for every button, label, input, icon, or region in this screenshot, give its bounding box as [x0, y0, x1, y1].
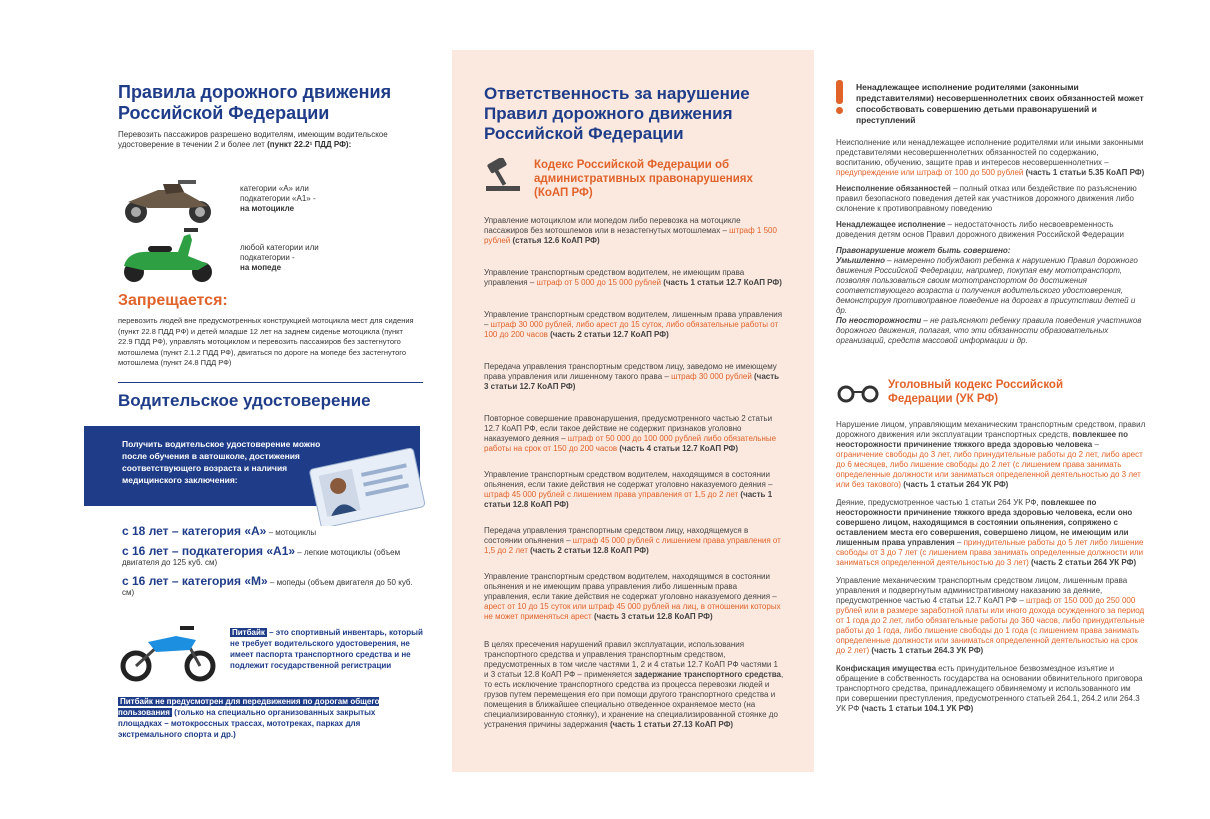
responsibility-title: Ответственность за нарушение Правил дорожного движения Российской Федерации — [484, 84, 750, 143]
detention-text: В целях пресечения нарушений правил эксплуатации, использования транспортного средства и управления транспортным средством, предусмотренных в том числе частями 1, 2 и 4 статьи 12.7 КоАП РФ частями 1 и 3 статьи 12.8 КоАП РФ – применяется задержание транспортного средства, то есть исключение транспортного средства из процесса перевозки людей и грузов путем перемещения его при помощи другого транспортного средства и помещения в ближайшее специально отведенное охраняемое место (на специализированную стоянку), и хранение на специализированной стоянке до устранения причины задержания (часть 1 статьи 27.13 КоАП РФ) — [484, 640, 784, 729]
age-item: с 18 лет – категория «А» – мотоциклы — [122, 524, 317, 538]
rules-title: Правила дорожного движения Российской Федерации — [118, 82, 392, 123]
intro-text: Перевозить пассажиров разрешено водителям, имеющим водительское удостоверение в течении 2 и более лет (пункт 22.2¹ ПДД РФ): — [118, 130, 388, 149]
pitbike-note: Питбайк не предусмотрен для передвижения по дорогам общего пользования (только на специально организованных закрытых площадках – мотокроссных трассах, мототреках, парках для экстремального спорта и др.) — [118, 697, 380, 739]
offense-intent: Умышленно – намеренно побуждают ребенка к нарушению Правил дорожного движения Российской Федерации, например, покупая ему мототранспорт, позволяя пользоваться своим мототранспортом до достижения соответствующего возраста и получения водительского удостоверения, демонстрируя противоправное поведение на дорогах в присутствии детей и др. — [836, 256, 1138, 315]
uk-items — [836, 420, 1146, 714]
koap-items — [484, 216, 784, 730]
age-item: с 16 лет – подкатегория «А1» – легкие мотоциклы (объем двигателя до 125 куб. см) — [122, 544, 401, 567]
uk-item: Управление механическим транспортным средством лицом, лишенным права управления и подвергнутым административному наказанию за деяние, предусмотренное частью 4 статьи 12.7 КоАП РФ – штраф от 150 000 до 250 000 рублей или в размере заработной платы или иного дохода осужденного за период от 1 года до 2 лет, либо обязательные работы до 360 часов, либо принудительные работы до 1 года, либо лишение свободы до 1 года (с лишением права занимать определенные должности или заниматься определенной деятельностью на срок до 2 лет) (часть 1 статьи 264.3 УК РФ) — [836, 576, 1145, 655]
koap-item: Управление транспортным средством водителем, находящимся в состоянии опьянения и не имеющим права управления либо лишенным права управления, если такие действия не содержат уголовно наказуемого деяния – арест от 10 до 15 суток или штраф 45 000 рублей на лиц, в отношении которых не может применяться арест (часть 3 статьи 12.8 КоАП РФ) — [484, 572, 781, 621]
koap-item: Управление транспортным средством водителем, находящимся в состоянии опьянения, если такие действия не содержат уголовно наказуемого деяния – штраф 45 000 рублей с лишением права управления от 1,5 до 2 лет (часть 1 статьи 12.8 КоАП РФ) — [484, 470, 773, 509]
handcuffs-icon — [836, 382, 880, 404]
moto-text: категории «А» или подкатегории «А1» - на мотоцикле — [240, 184, 316, 213]
pitbike-image — [118, 620, 218, 682]
koap-title: Кодекс Российской Федерации об административных правонарушениях (КоАП РФ) — [534, 159, 753, 199]
uk-item: Нарушение лицом, управляющим механическим транспортным средством, правил дорожного движения или эксплуатации транспортных средств, повлекшее по неосторожности причинение тяжкого вреда здоровью человека – ограничение свободы до 3 лет, либо принудительные работы до 2 лет, либо арест до 6 месяцев, либо лишение свободы до 2 лет (с лишением права занимать определенные должности или заниматься определенной деятельностью до 3 лет или без такового) (часть 1 статьи 264 УК РФ) — [836, 420, 1146, 489]
uk-item: Конфискация имущества есть принудительное безвозмездное изъятие и обращение в собственность государства на основании обвинительного приговора транспортного средства, принадлежащего обвиняемому и использованного им при совершении преступления, предусмотренного статьей 264.1, 264.2 или 264.3 УК РФ (часть 1 статьи 104.1 УК РФ) — [836, 664, 1143, 713]
pitbike-text: Питбайк – это спортивный инвентарь, который не требует водительского удостоверения, не имеет паспорта транспортного средства и не подлежит государственной регистрации — [230, 628, 423, 670]
koap-item: Управление транспортным средством водителем, не имеющим права управления – штраф от 5 000 до 15 000 рублей (часть 1 статьи 12.7 КоАП РФ) — [484, 268, 782, 287]
divider — [118, 382, 423, 383]
koap-item: Передача управления транспортным средством лицу, заведомо не имеющему права управления или лишенному такого права – штраф 30 000 рублей (часть 3 статьи 12.7 КоАП РФ) — [484, 362, 780, 391]
parents-p1: Неисполнение или ненадлежащее исполнение родителями или иными законными представителями несовершеннолетних обязанностей по содержанию, воспитанию, обучению, защите прав и интересов несовершеннолетних – предупреждение или штраф от 100 до 500 рублей (часть 1 статьи 5.35 КоАП РФ) — [836, 138, 1145, 177]
warning-title: Ненадлежащее исполнение родителями (законными представителями) несовершеннолетних своих обязанностей может способствовать совершению детьми правонарушений и преступлений — [856, 82, 1144, 125]
parents-block — [836, 138, 1146, 346]
uk-item: Деяние, предусмотренное частью 1 статьи 264 УК РФ, повлекшее по неосторожности причинение тяжкого вреда здоровью человека, если оно совершено лицом, находящимся в состоянии опьянения, сопряжено с оставлением места его совершения, совершено лицом, не имеющим или лишенным права управления – принудительные работы до 5 лет либо лишение свободы от 3 до 7 лет (с лишением права занимать определенные должности или заниматься определенной деятельностью до 3 лет) (часть 2 статьи 264 УК РФ) — [836, 498, 1144, 567]
license-card-icon — [308, 448, 426, 526]
forbidden-text: перевозить людей вне предусмотренных конструкцией мотоцикла мест для сидения (пункт 22.8 ПДД РФ) и детей младше 12 лет на заднем сиденье мотоцикла (пункт 22.9 ПДД РФ), управлять мотоциклом и перевозить пассажиров без застегнутого мотошлема (пункт 2.1.2 ПДД РФ), двигаться по дороге на мопеде без застегнутого мотошлема (пункт 24.8 ПДД РФ) — [118, 316, 414, 367]
motorcycle-image — [118, 172, 218, 224]
koap-item: Повторное совершение правонарушения, предусмотренного частью 2 статьи 12.7 КоАП РФ, если такое действие не содержит признаков уголовно наказуемого деяния – штраф от 50 000 до 100 000 рублей либо обязательные работы на срок от 150 до 200 часов (часть 4 статьи 12.7 КоАП РФ) — [484, 414, 777, 453]
offense-negligence: По неосторожности – не разъясняют ребенку правила поведения участников дорожного движения, полагая, что эти обязанности образовательных организаций, средств массовой информации и др. — [836, 316, 1142, 345]
forbidden-title: Запрещается: — [118, 292, 228, 309]
parents-p2: Неисполнение обязанностей – полный отказ или бездействие по разъяснению правил безопасного поведения детей как участников дорожного движения либо склонение к противоправному поведению — [836, 184, 1137, 213]
moped-text: любой категории или подкатегории - на мопеде — [240, 243, 319, 272]
offense-title: Правонарушение может быть совершено: — [836, 246, 1011, 255]
moped-image — [118, 222, 218, 284]
uk-title: Уголовный кодекс Российской Федерации (УК РФ) — [888, 379, 1064, 405]
license-box-text: Получить водительское удостоверение можно после обучения в автошколе, достижения соответствующего возраста и наличия медицинского заключения: — [122, 439, 321, 485]
gavel-icon — [484, 158, 524, 192]
license-title: Водительское удостоверение — [118, 391, 371, 410]
middle-column — [452, 50, 814, 772]
parents-p3: Ненадлежащее исполнение – недостаточность либо несвоевременность доведения детям основ Правил дорожного движения Российской Федерации — [836, 220, 1124, 239]
koap-item: Передача управления транспортным средством лицу, находящемуся в состоянии опьянения – штраф 45 000 рублей с лишением права управления от 1,5 до 2 лет (часть 2 статьи 12.8 КоАП РФ) — [484, 526, 781, 555]
koap-item: Управление транспортным средством водителем, лишенным права управления – штраф 30 000 рублей, либо арест до 15 суток, либо обязательные работы от 100 до 200 часов (часть 2 статьи 12.7 КоАП РФ) — [484, 310, 783, 339]
age-item: с 16 лет – категория «М» – мопеды (объем двигателя до 50 куб. см) — [122, 574, 413, 597]
warning-icon — [836, 80, 844, 114]
koap-item: Управление мотоциклом или мопедом либо перевозка на мотоцикле пассажиров без мотошлемов или в незастегнутых мотошлемах – штраф 1 500 рублей (статья 12.6 КоАП РФ) — [484, 216, 777, 245]
age-list — [122, 526, 422, 598]
